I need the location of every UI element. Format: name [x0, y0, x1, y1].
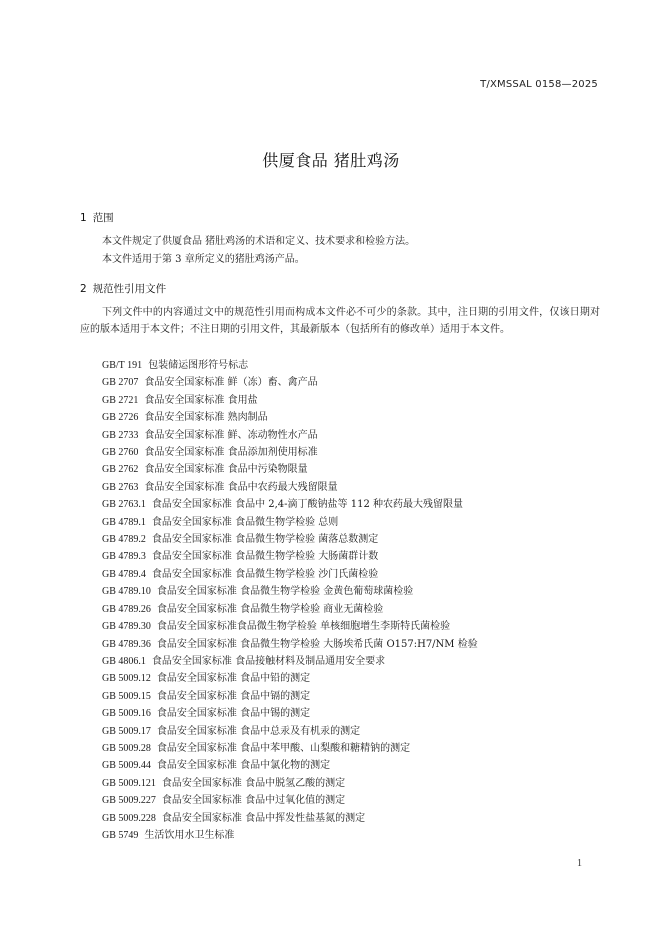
- reference-title: 包装储运图形符号标志: [148, 360, 249, 371]
- reference-item: [102, 531, 478, 548]
- reference-item: [102, 636, 478, 653]
- section-1-heading: [80, 210, 114, 225]
- reference-item: [102, 409, 478, 426]
- reference-code: GB 5009.227: [102, 795, 156, 807]
- reference-code: GB 4789.26: [102, 603, 151, 615]
- reference-item: [102, 479, 478, 496]
- reference-title: 食品安全国家标准 鲜、冻动物性水产品: [144, 429, 318, 441]
- section-2-number: 2: [80, 283, 87, 295]
- reference-title: 食品安全国家标准 食品接触材料及制品通用安全要求: [151, 655, 386, 667]
- reference-item: [102, 688, 478, 705]
- reference-item: [102, 374, 478, 391]
- reference-code: GB 4789.3: [102, 551, 146, 563]
- document-title: 供厦食品 猪肚鸡汤: [262, 151, 400, 170]
- reference-title: 食品安全国家标准 食品中锡的测定: [156, 708, 311, 720]
- reference-title: 食品安全国家标准食品微生物学检验 单核细胞增生李斯特氏菌检验: [156, 621, 451, 633]
- reference-item: [102, 670, 478, 687]
- reference-title: 食品安全国家标准 熟肉制品: [144, 412, 268, 424]
- reference-item: [102, 653, 478, 670]
- reference-code: GB 5009.12: [102, 673, 151, 685]
- reference-item: [102, 775, 478, 792]
- reference-title: 食品安全国家标准 食品中铅的测定: [156, 673, 311, 685]
- reference-title: 食品安全国家标准 食品中总汞及有机汞的测定: [156, 725, 361, 737]
- section-1-paragraph-1: 本文件规定了供厦食品 猪肚鸡汤的术语和定义、技术要求和检验方法。: [102, 236, 416, 247]
- reference-title: 食品安全国家标准 食品微生物学检验 菌落总数测定: [151, 534, 379, 546]
- reference-list: [102, 357, 478, 844]
- reference-title: 食品安全国家标准 食品中农药最大残留限量: [144, 481, 338, 493]
- reference-code: GB 5009.15: [102, 690, 151, 702]
- reference-title: 食品安全国家标准 食品微生物学检验 总则: [151, 516, 339, 528]
- reference-item: [102, 514, 478, 531]
- reference-code: GB 2763: [102, 481, 139, 493]
- reference-title: 食品安全国家标准 食品中污染物限量: [144, 464, 308, 476]
- reference-title: 食品安全国家标准 食品中脱氢乙酸的测定: [161, 777, 346, 789]
- reference-code: GB 2762: [102, 464, 139, 476]
- reference-item: [102, 618, 478, 635]
- reference-item: [102, 427, 478, 444]
- reference-item: [102, 548, 478, 565]
- reference-code: GB 5009.44: [102, 760, 151, 772]
- section-2-heading: [80, 281, 166, 296]
- reference-code: GB 5009.28: [102, 742, 151, 754]
- reference-code: GB 4806.1: [102, 655, 146, 667]
- reference-item: [102, 740, 478, 757]
- reference-code: GB 2721: [102, 394, 139, 406]
- section-2-title: 规范性引用文件: [92, 283, 167, 295]
- reference-title: 食品安全国家标准 食品中苯甲酸、山梨酸和糖精钠的测定: [156, 742, 411, 754]
- reference-item: [102, 566, 478, 583]
- reference-title: 生活饮用水卫生标准: [144, 829, 235, 841]
- reference-title: 食品安全国家标准 食品添加剂使用标准: [144, 447, 318, 459]
- reference-item: [102, 583, 478, 600]
- reference-title: 食品安全国家标准 食品微生物学检验 大肠埃希氏菌 O157:H7/NM 检验: [156, 638, 478, 650]
- reference-title: 食品安全国家标准 食品微生物学检验 商业无菌检验: [156, 603, 384, 615]
- page-number: 1: [577, 858, 582, 869]
- reference-item: [102, 444, 478, 461]
- reference-code: GB 2760: [102, 447, 139, 459]
- reference-item: [102, 601, 478, 618]
- reference-item: [102, 496, 478, 513]
- reference-code: GB 4789.4: [102, 568, 146, 580]
- reference-code: GB 2707: [102, 377, 139, 389]
- reference-code: GB 5009.228: [102, 812, 156, 824]
- reference-item: [102, 461, 478, 478]
- reference-code: GB 2726: [102, 412, 139, 424]
- reference-code: GB 5009.121: [102, 777, 156, 789]
- section-1-number: 1: [80, 212, 87, 224]
- reference-title: 食品安全国家标准 食用盐: [144, 394, 258, 406]
- reference-item: [102, 357, 478, 374]
- reference-item: [102, 810, 478, 827]
- section-1-title: 范围: [92, 212, 114, 224]
- reference-title: 食品安全国家标准 食品微生物学检验 金黄色葡萄球菌检验: [156, 586, 414, 598]
- standard-code: T/XMSSAL 0158—2025: [480, 79, 598, 90]
- section-1-paragraph-2: 本文件适用于第 3 章所定义的猪肚鸡汤产品。: [102, 254, 305, 265]
- reference-code: GB 2763.1: [102, 499, 146, 511]
- reference-item: [102, 723, 478, 740]
- reference-code: GB 4789.30: [102, 621, 151, 633]
- reference-code: GB 5749: [102, 829, 139, 841]
- reference-code: GB 4789.2: [102, 534, 146, 546]
- reference-code: GB 4789.1: [102, 516, 146, 528]
- reference-title: 食品安全国家标准 鲜（冻）畜、禽产品: [144, 377, 318, 389]
- reference-title: 食品安全国家标准 食品微生物学检验 大肠菌群计数: [151, 551, 379, 563]
- reference-item: [102, 827, 478, 844]
- reference-item: [102, 792, 478, 809]
- reference-title: 食品安全国家标准 食品中 2,4-滴丁酸钠盐等 112 种农药最大残留限量: [151, 499, 463, 511]
- reference-item: [102, 392, 478, 409]
- reference-title: 食品安全国家标准 食品中氯化物的测定: [156, 760, 331, 772]
- reference-item: [102, 757, 478, 774]
- reference-code: GB 2733: [102, 429, 139, 441]
- reference-code: GB 4789.10: [102, 586, 151, 598]
- reference-title: 食品安全国家标准 食品中镉的测定: [156, 690, 311, 702]
- reference-code: GB/T 191: [102, 360, 143, 371]
- reference-title: 食品安全国家标准 食品中挥发性盐基氮的测定: [161, 812, 366, 824]
- reference-code: GB 5009.16: [102, 708, 151, 720]
- section-2-intro: 下列文件中的内容通过文中的规范性引用而构成本文件必不可少的条款。其中，注日期的引用文件，仅该日期对应的版本适用于本文件；不注日期的引用文件，其最新版本（包括所有的修改单）适用于本文件。: [80, 307, 600, 335]
- reference-title: 食品安全国家标准 食品中过氧化值的测定: [161, 795, 346, 807]
- reference-code: GB 5009.17: [102, 725, 151, 737]
- reference-title: 食品安全国家标准 食品微生物学检验 沙门氏菌检验: [151, 568, 379, 580]
- reference-code: GB 4789.36: [102, 638, 151, 650]
- reference-item: [102, 705, 478, 722]
